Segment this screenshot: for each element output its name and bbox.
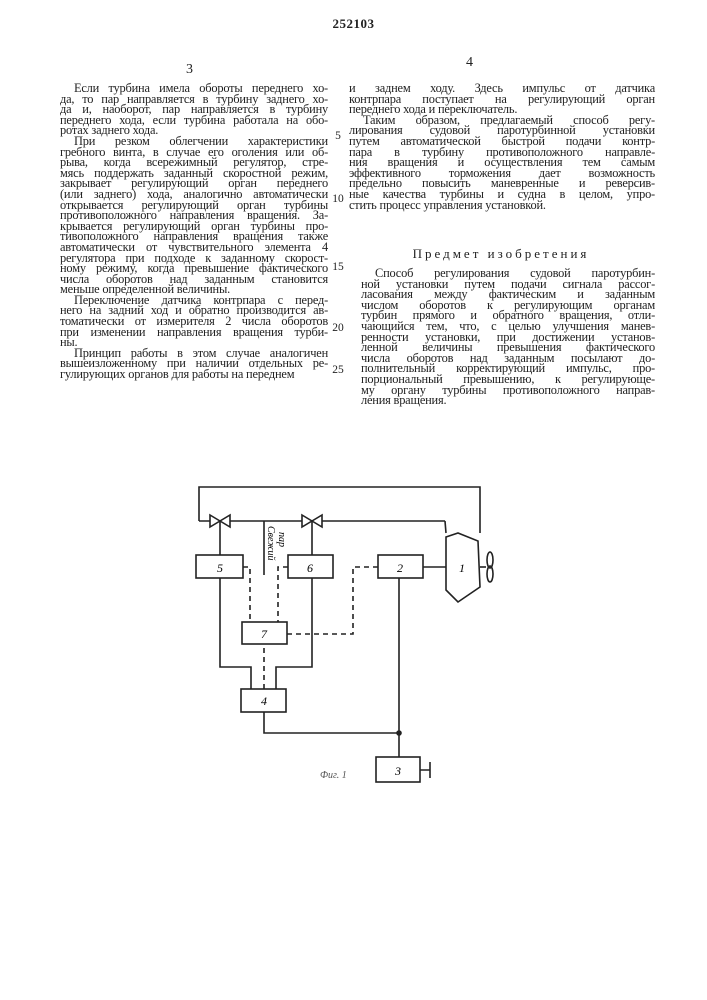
text-line: турбин прямого и обратного вращения, отли- [361, 310, 655, 321]
text-line: Таким образом, предлагаемый способ регу- [349, 115, 655, 126]
patent-number: 252103 [0, 16, 707, 32]
text-line: (или заднего) хода, аналогично автоматически [60, 189, 328, 200]
text-line: Если турбина имела обороты переднего хо- [60, 83, 328, 94]
text-line: тивоположного направления вращения также [60, 231, 328, 242]
text-line: контрпара поступает на регулирующий орган [349, 94, 655, 105]
block-3-label: 3 [394, 764, 401, 778]
text-line: пара в турбину противоположного направле- [349, 147, 655, 158]
text-line: числом оборотов к регулирующим органам [361, 300, 655, 311]
text-line: вышеизложенному при наличии отдельных ре- [60, 358, 328, 369]
page-number-right: 4 [466, 55, 473, 71]
text-line: ния вращения и осуществления тем самым [349, 157, 655, 168]
block-6-label: 6 [307, 561, 313, 575]
figure-caption: Фиг. 1 [320, 770, 347, 781]
text-line: Принцип работы в этом случае аналогичен [60, 348, 328, 359]
text-line: и заднем ходу. Здесь импульс от датчика [349, 83, 655, 94]
text-line: стить процесс управления установкой. [349, 200, 655, 211]
text-line: ному режиму, когда превышение фактического [60, 263, 328, 274]
text-line: полнительный корректирующий импульс, про- [361, 363, 655, 374]
text-line: регулятора при подходе к заданному скорост- [60, 253, 328, 264]
text-line: рыва, когда всережимный регулятор, стре- [60, 157, 328, 168]
page-number-left: 3 [186, 62, 193, 78]
text-line: закрывает регулирующий орган переднего [60, 178, 328, 189]
text-line: числа оборотов над заданным становится [60, 274, 328, 285]
text-line: при изменении направления вращения турби- [60, 327, 328, 338]
text-line: ны. [60, 337, 328, 348]
text-line: ренности установки, при достижении установ- [361, 332, 655, 343]
figure-diagram [0, 0, 707, 1000]
text-line: гулирующих органов для работы на переднем [60, 369, 328, 380]
fresh-steam-label-2: пар [276, 532, 287, 547]
text-line: томатически от измерителя 2 числа оборотов [60, 316, 328, 327]
block-4-label: 4 [261, 694, 267, 708]
text-line: крывается регулирующий орган турбины про- [60, 221, 328, 232]
text-line: порциональный превышению, к регулирующе- [361, 374, 655, 385]
line-number: 5 [331, 131, 345, 142]
text-line: лирования судовой паротурбинной установки [349, 125, 655, 136]
line-number: 20 [331, 323, 345, 334]
text-line: предельно повысить маневренные и реверсив- [349, 178, 655, 189]
text-line: эффективного торможения дает возможность [349, 168, 655, 179]
line-number: 10 [331, 194, 345, 205]
line-number: 25 [331, 365, 345, 376]
block-2-label: 2 [397, 561, 403, 575]
text-line: гребного винта, в случае его оголения или об- [60, 147, 328, 158]
text-line: чающийся тем, что, с целью улучшения манев- [361, 321, 655, 332]
text-line: него на задний ход и обратно производится ав- [60, 305, 328, 316]
top-steam-line [199, 487, 480, 533]
text-line: открывается регулирующий орган турбины [60, 200, 328, 211]
block-5-label: 5 [217, 561, 223, 575]
claims-heading: Предмет изобретения [347, 246, 655, 262]
text-line: Переключение датчика контрпара с перед- [60, 295, 328, 306]
text-line: мясь поддержать заданный скоростной режим, [60, 168, 328, 179]
text-line: меньше определенной величины. [60, 284, 328, 295]
text-line: противоположного направления вращения. За- [60, 210, 328, 221]
text-line: ласования между фактическим и заданным [361, 289, 655, 300]
text-line: Способ регулирования судовой паротурбин- [361, 268, 655, 279]
text-line: да, то пар направляется в турбину заднего хо- [60, 94, 328, 105]
text-line: путем автоматической быстрой подачи контр- [349, 136, 655, 147]
block-1-label: 1 [459, 561, 465, 575]
text-line: числа оборотов над заданным посылают до- [361, 353, 655, 364]
text-line: ные качества турбины и судна в целом, упро- [349, 189, 655, 200]
text-line: да и, наоборот, пар направляется в турбину [60, 104, 328, 115]
line-number: 15 [331, 262, 345, 273]
block-7-label: 7 [261, 627, 268, 641]
text-line: му органу турбины противоположного направ- [361, 385, 655, 396]
text-line: ной установки путем подачи сигнала рассог- [361, 279, 655, 290]
text-line: автоматически от чувствительного элемента 4 [60, 242, 328, 253]
text-line: При резком облегчении характеристики [60, 136, 328, 147]
text-line: ротах заднего хода. [60, 125, 328, 136]
text-line: ленной величины превышения фактического [361, 342, 655, 353]
text-line: переднего хода и переключатель. [349, 104, 655, 115]
fresh-steam-label: Свежий [265, 526, 276, 561]
text-line: переднего хода, если турбина работала на обо- [60, 115, 328, 126]
text-line: ления вращения. [361, 395, 655, 406]
